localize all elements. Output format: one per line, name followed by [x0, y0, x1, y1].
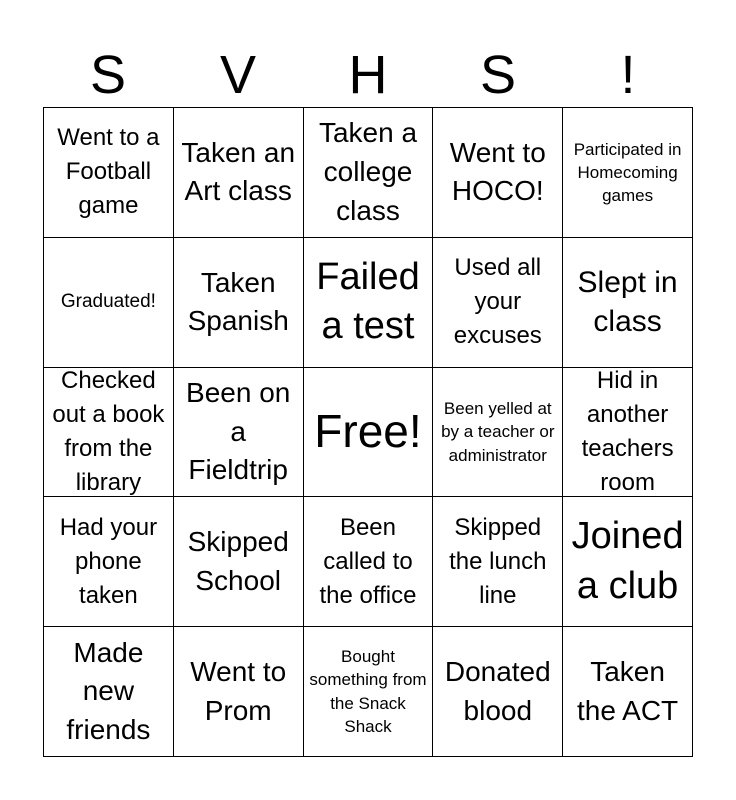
bingo-cell[interactable]: Taken an Art class: [174, 108, 304, 238]
bingo-cell[interactable]: Been on a Fieldtrip: [174, 368, 304, 498]
bingo-cell[interactable]: Had your phone taken: [44, 497, 174, 627]
bingo-cell[interactable]: Went to HOCO!: [433, 108, 563, 238]
header-letter-h: H: [348, 45, 388, 105]
free-space-cell[interactable]: Free!: [304, 368, 434, 498]
bingo-cell[interactable]: Taken Spanish: [174, 238, 304, 368]
bingo-cell[interactable]: Taken the ACT: [563, 627, 693, 757]
header-letter-s: S: [89, 45, 127, 105]
bingo-cell[interactable]: Been called to the office: [304, 497, 434, 627]
bingo-cell[interactable]: Slept in class: [563, 238, 693, 368]
bingo-cell[interactable]: Went to a Football game: [44, 108, 174, 238]
bingo-cell[interactable]: Donated blood: [433, 627, 563, 757]
bingo-cell[interactable]: Skipped the lunch line: [433, 497, 563, 627]
bingo-cell[interactable]: Bought something from the Snack Shack: [304, 627, 434, 757]
bingo-board: [43, 107, 693, 757]
bingo-cell[interactable]: Joined a club: [563, 497, 693, 627]
bingo-cell[interactable]: Made new friends: [44, 627, 174, 757]
bingo-cell[interactable]: Failed a test: [304, 238, 434, 368]
bingo-cell[interactable]: Taken a college class: [304, 108, 434, 238]
bingo-cell[interactable]: Participated in Homecoming games: [563, 108, 693, 238]
bingo-cell[interactable]: Went to Prom: [174, 627, 304, 757]
bingo-cell[interactable]: Checked out a book from the library: [44, 368, 174, 498]
header-letter-s2: S: [479, 45, 517, 105]
bingo-cell[interactable]: Been yelled at by a teacher or administrator: [433, 368, 563, 498]
bingo-header: [43, 42, 693, 108]
header-letter-exclamation: !: [620, 45, 636, 105]
bingo-cell[interactable]: Graduated!: [44, 238, 174, 368]
header-letter-v: V: [219, 45, 257, 105]
bingo-cell[interactable]: Skipped School: [174, 497, 304, 627]
bingo-cell[interactable]: Hid in another teachers room: [563, 368, 693, 498]
bingo-cell[interactable]: Used all your excuses: [433, 238, 563, 368]
